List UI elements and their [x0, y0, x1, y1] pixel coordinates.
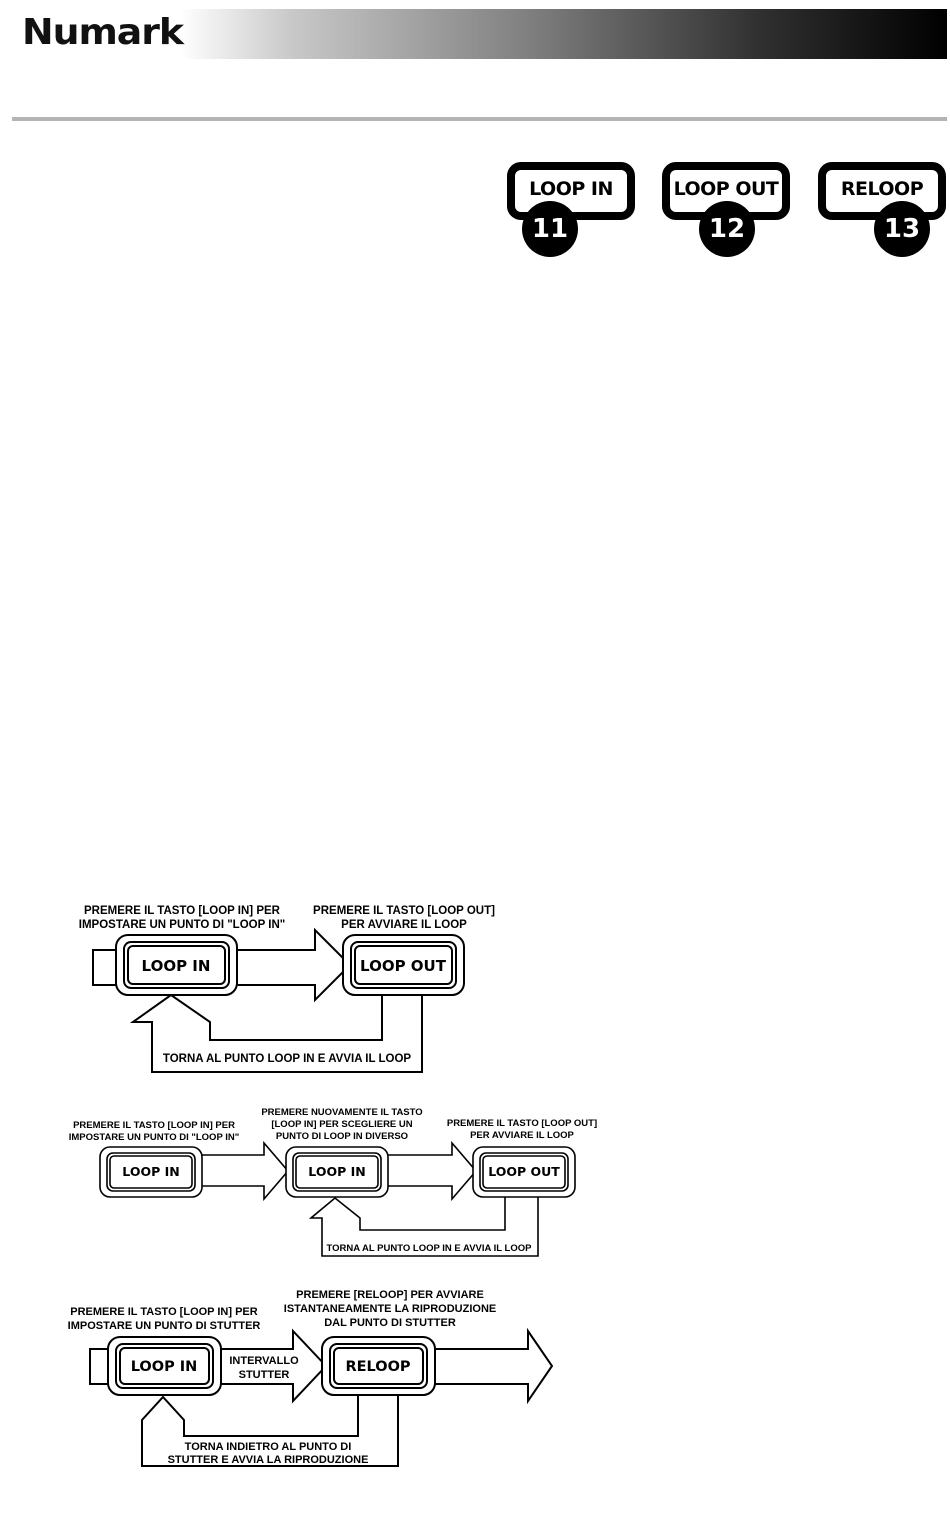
callout-number: 13: [874, 201, 930, 257]
caption-line: PER AVVIARE IL LOOP: [470, 1130, 574, 1141]
caption-line: PREMERE IL TASTO [LOOP IN] PER: [84, 905, 280, 917]
button-label: LOOP OUT: [673, 178, 779, 200]
button-label: LOOP IN: [529, 178, 613, 200]
caption-line: PREMERE IL TASTO [LOOP OUT]: [313, 905, 495, 917]
return-label: TORNA INDIETRO AL PUNTO DI: [184, 1441, 352, 1453]
loop-in-box-label: LOOP IN: [308, 1164, 366, 1179]
caption-line: IMPOSTARE UN PUNTO DI "LOOP IN": [68, 1132, 240, 1143]
callout-number: 12: [699, 201, 755, 257]
button-label: RELOOP: [840, 178, 924, 200]
caption-line: PREMERE IL TASTO [LOOP IN] PER: [70, 1306, 258, 1318]
caption-line: IMPOSTARE UN PUNTO DI "LOOP IN": [78, 919, 286, 931]
caption-line: DAL PUNTO DI STUTTER: [324, 1317, 456, 1329]
caption-line: PREMERE [RELOOP] PER AVVIARE: [296, 1289, 484, 1301]
loop-in-box-label: LOOP IN: [130, 1359, 198, 1375]
interval-label: STUTTER: [238, 1369, 290, 1381]
interval-label: INTERVALLO: [229, 1355, 299, 1367]
caption-line: PER AVVIARE IL LOOP: [341, 919, 467, 931]
loop-in-box-label: LOOP IN: [122, 1164, 180, 1179]
caption-line: PUNTO DI LOOP IN DIVERSO: [275, 1131, 409, 1142]
loop-out-box-label: LOOP OUT: [488, 1164, 560, 1179]
numark-logo: Numark: [22, 12, 183, 53]
return-label: STUTTER E AVVIA LA RIPRODUZIONE: [167, 1454, 369, 1466]
caption-line: IMPOSTARE UN PUNTO DI STUTTER: [67, 1320, 261, 1332]
caption-line: PREMERE IL TASTO [LOOP IN] PER: [73, 1120, 235, 1131]
callout-number: 11: [522, 201, 578, 257]
caption-line: [LOOP IN] PER SCEGLIERE UN: [271, 1119, 413, 1130]
loop-out-box-label: LOOP OUT: [360, 957, 446, 975]
diagram-loop-reset: [100, 1143, 575, 1256]
return-label: TORNA AL PUNTO LOOP IN E AVVIA IL LOOP: [326, 1243, 532, 1254]
caption-line: PREMERE IL TASTO [LOOP OUT]: [446, 1118, 598, 1129]
loop-in-box-label: LOOP IN: [141, 957, 211, 975]
caption-line: PREMERE NUOVAMENTE IL TASTO: [261, 1107, 423, 1118]
caption-line: ISTANTANEAMENTE LA RIPRODUZIONE: [283, 1303, 497, 1315]
diagram-loop-basic: [93, 930, 464, 1072]
return-label: TORNA AL PUNTO LOOP IN E AVVIA IL LOOP: [162, 1053, 412, 1065]
reloop-box-label: RELOOP: [345, 1359, 411, 1375]
